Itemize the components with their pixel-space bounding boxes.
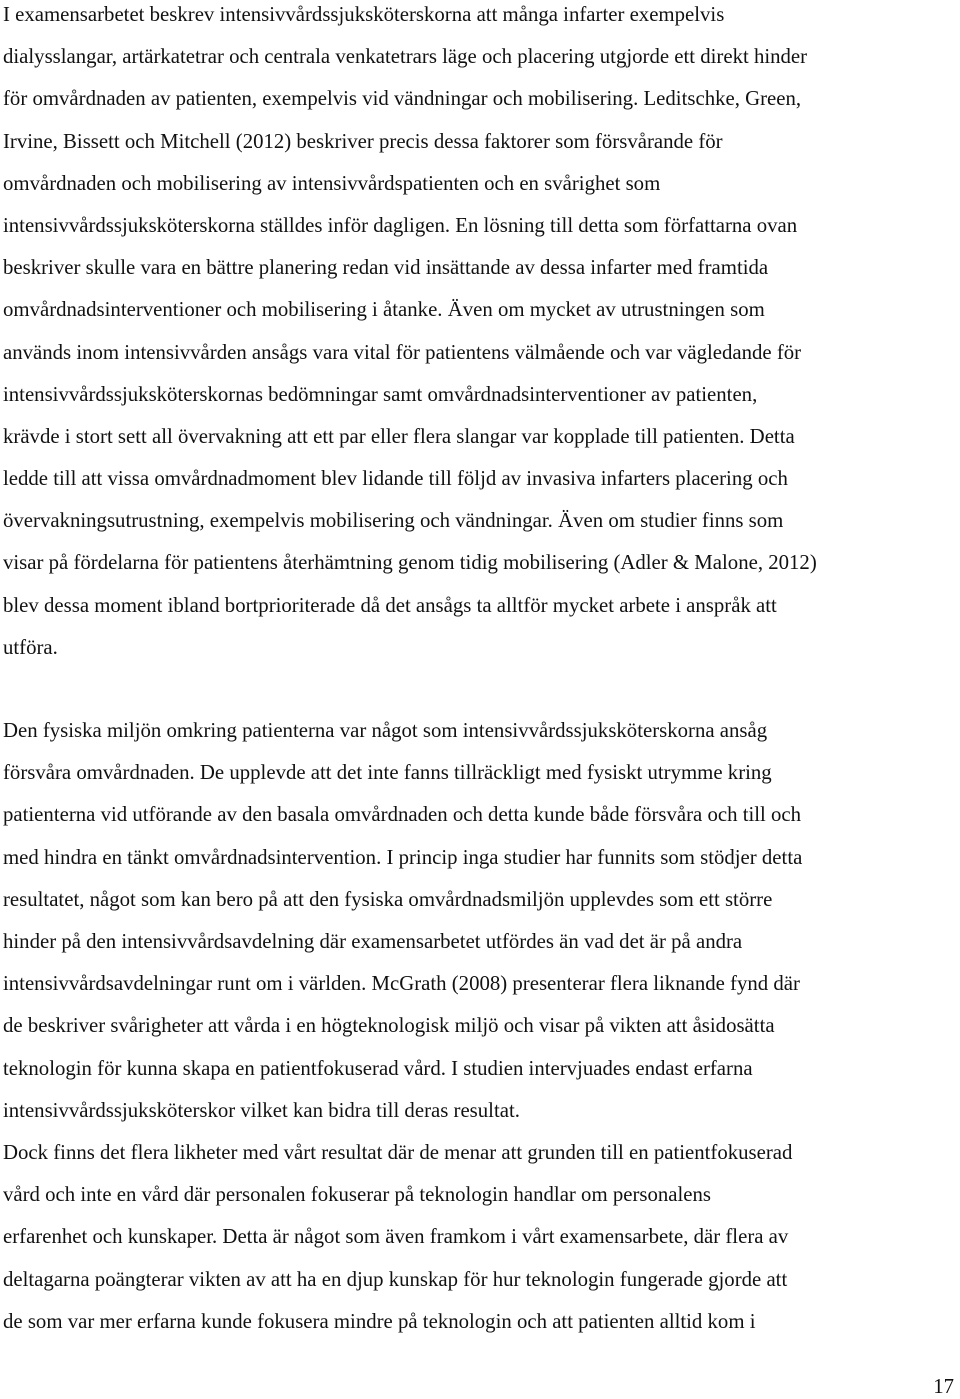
text-line: hinder på den intensivvårdsavdelning där examensarbetet utfördes än vad det är på andra	[3, 929, 743, 953]
text-line: utföra.	[3, 635, 58, 659]
text-line: teknologin för kunna skapa en patientfokuserad vård. I studien intervjuades endast erfarna	[3, 1056, 753, 1080]
page-number: 17	[933, 1375, 954, 1398]
text-line: krävde i stort sett all övervakning att ett par eller flera slangar var kopplade till patienten. Detta	[3, 424, 795, 448]
text-line: patienterna vid utförande av den basala omvårdnaden och detta kunde både försvåra och till och	[3, 803, 802, 827]
text-line: Dock finns det flera likheter med vårt resultat där de menar att grunden till en patientfokuserad	[3, 1141, 793, 1164]
text-line: omvårdnadsinterventioner och mobilisering i åtanke. Även om mycket av utrustningen som	[3, 298, 765, 322]
text-line: de beskriver svårigheter att vårda i en högteknologisk miljö och visar på vikten att åsidosätta	[3, 1014, 775, 1038]
text-line: försvåra omvårdnaden. De upplevde att det inte fanns tillräckligt med fysiskt utrymme kring	[3, 761, 772, 785]
paragraph	[3, 716, 960, 1138]
text-line: används inom intensivvården ansågs vara vital för patientens välmående och var vägledande för	[3, 340, 802, 364]
text-line: resultatet, något som kan bero på att den fysiska omvårdnadsmiljön upplevdes som ett större	[3, 887, 773, 911]
paragraph	[3, 1138, 960, 1349]
text-line: med hindra en tänkt omvårdnadsintervention. I princip inga studier har funnits som stödjer detta	[3, 845, 803, 869]
text-line: visar på fördelarna för patientens återhämtning genom tidig mobilisering (Adler & Malone, 2012)	[3, 551, 817, 575]
text-line: erfarenhet och kunskaper. Detta är något som även framkom i vårt examensarbete, där flera av	[3, 1225, 789, 1249]
text-line: övervakningsutrustning, exempelvis mobilisering och vändningar. Även om studier finns som	[3, 509, 784, 533]
text-line: Den fysiska miljön omkring patienterna var något som intensivvårdssjuksköterskorna ansåg	[3, 719, 768, 742]
text-line: Irvine, Bissett och Mitchell (2012) beskriver precis dessa faktorer som försvårande för	[3, 129, 723, 153]
text-line: beskriver skulle vara en bättre planering redan vid insättande av dessa infarter med framtida	[3, 256, 769, 280]
text-line: intensivvårdssjuksköterskor vilket kan bidra till deras resultat.	[3, 1098, 520, 1122]
text-line: dialysslangar, artärkatetrar och centrala venkatetrars läge och placering utgjorde ett direkt hinder	[3, 45, 808, 69]
text-line: intensivvårdssjuksköterskorna ställdes inför dagligen. En lösning till detta som författarna ovan	[3, 213, 798, 237]
text-line: intensivvårdsavdelningar runt om i världen. McGrath (2008) presenterar flera liknande fynd där	[3, 972, 800, 996]
text-line: vård och inte en vård där personalen fokuserar på teknologin handlar om personalens	[3, 1183, 711, 1207]
text-line: de som var mer erfarna kunde fokusera mindre på teknologin och att patienten alltid kom i	[3, 1309, 756, 1333]
text-line: I examensarbetet beskrev intensivvårdssjuksköterskorna att många infarter exempelvis	[3, 3, 725, 26]
paragraph	[3, 0, 960, 675]
text-line: deltagarna poängterar vikten av att ha en djup kunskap för hur teknologin fungerade gjorde att	[3, 1267, 788, 1291]
text-line: ledde till att vissa omvårdnadmoment blev lidande till följd av invasiva infarters placering och	[3, 467, 788, 491]
text-line: för omvårdnaden av patienten, exempelvis vid vändningar och mobilisering. Leditschke, Green,	[3, 87, 802, 111]
text-line: intensivvårdssjuksköterskornas bedömningar samt omvårdnadsinterventioner av patienten,	[3, 382, 758, 406]
text-line: omvårdnaden och mobilisering av intensivvårdspatienten och en svårighet som	[3, 171, 661, 195]
text-line: blev dessa moment ibland bortprioriterade då det ansågs ta alltför mycket arbete i anspråk att	[3, 593, 777, 617]
